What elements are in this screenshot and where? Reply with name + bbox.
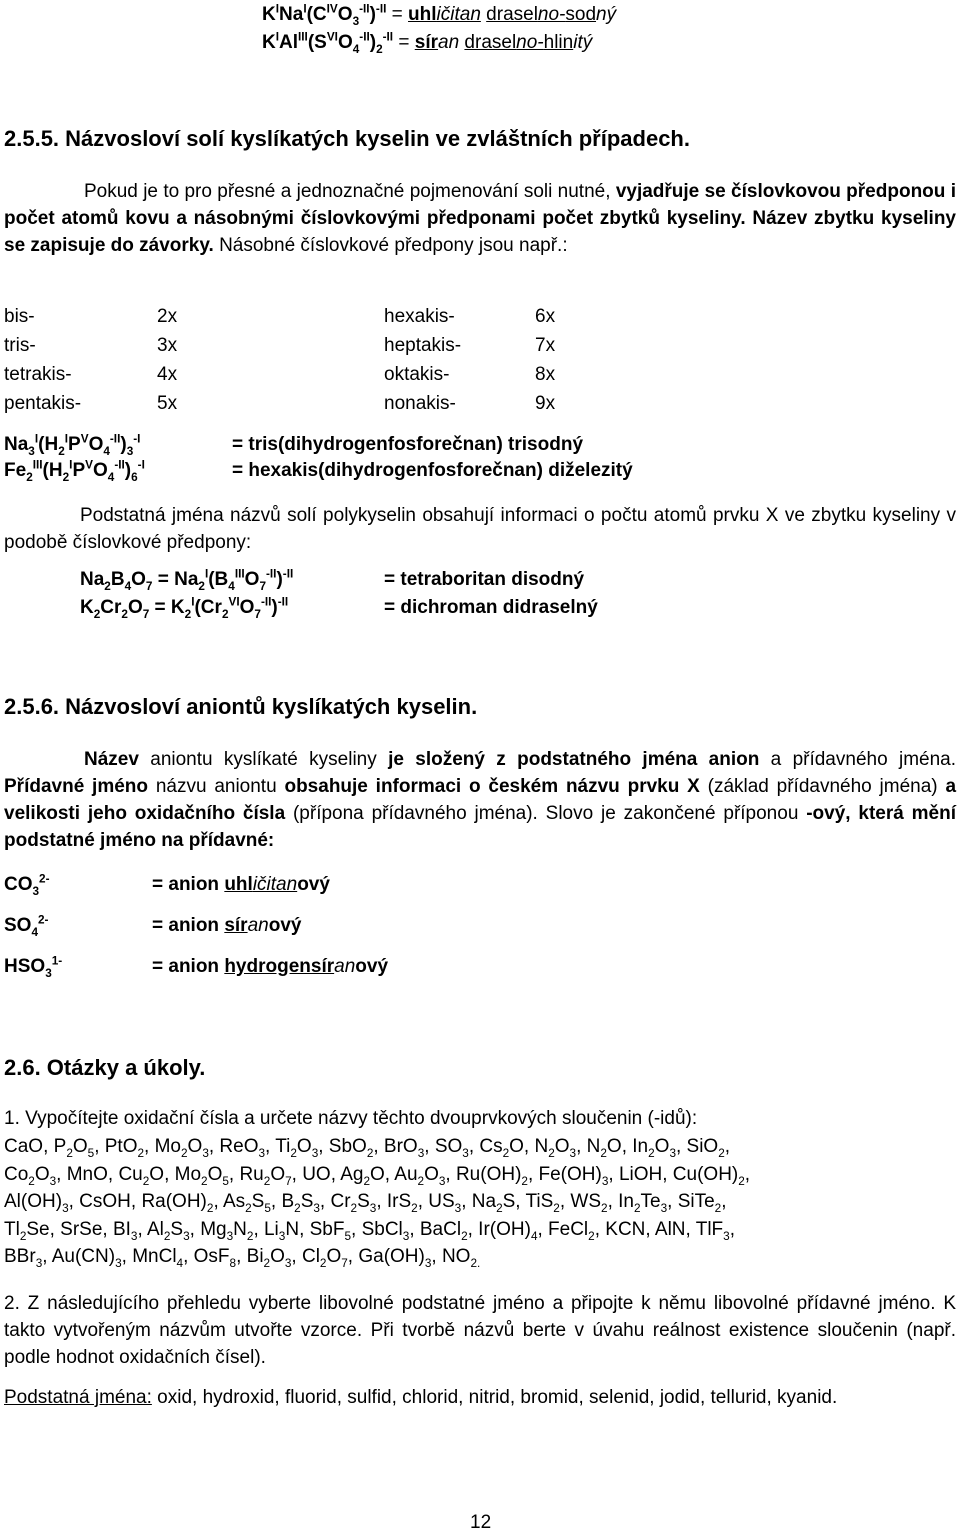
nouns-line: Podstatná jména: oxid, hydroxid, fluorid, sulfid, chlorid, nitrid, bromid, selenid, jodid, tellurid, kyanid. bbox=[4, 1387, 838, 1408]
paragraph-polyacid: Podstatná jména názvů solí polykyselin obsahují informaci o počtu atomů prvku X ve zbytku kyseliny v podobě číslovkové předpony: bbox=[4, 505, 956, 553]
page-number: 12 bbox=[470, 1512, 492, 1533]
multiplier-cell: 8x bbox=[535, 364, 556, 385]
paragraph-multiplier-prefixes: Pokud je to pro přesné a jednoznačné pojmenování soli nutné, vyjadřuje se číslovkovou předponou i počet atomů kovu a násobnými číslovkovými předponami počet zbytků kyseliny. Název zbytku kyseliny se zapisuje do závorky. Násobné číslovkové předpony jsou např.: bbox=[4, 181, 956, 256]
anion-name: = anion síranový bbox=[152, 915, 302, 936]
prefix-cell: oktakis- bbox=[384, 364, 450, 385]
section-heading-2-6: 2.6. Otázky a úkoly. bbox=[4, 1055, 206, 1080]
example-name-3: = tetraboritan disodný bbox=[384, 569, 585, 590]
example-name-2: = hexakis(dihydrogenfosforečnan) diželezitý bbox=[232, 460, 633, 481]
prefix-cell: pentakis- bbox=[4, 393, 82, 414]
anion-name: = anion hydrogensíranový bbox=[152, 956, 389, 977]
anion-formula: $HSO_3^{1-}$ bbox=[4, 954, 63, 980]
example-name-1: = tris(dihydrogenfosforečnan) trisodný bbox=[232, 434, 584, 455]
multiplier-cell: 3x bbox=[157, 335, 178, 356]
prefix-cell: hexakis- bbox=[384, 306, 455, 327]
example-formula-4: $K_2Cr_2O_7 = K_2^I(Cr_2^{VI}O_7^{-II})^{-II}$ bbox=[80, 595, 289, 621]
prefix-cell: heptakis- bbox=[384, 335, 462, 356]
multiplier-cell: 6x bbox=[535, 306, 556, 327]
prefix-cell: bis- bbox=[4, 306, 35, 327]
example-formula-1: $Na_3^I(H_2^IP^VO_4^{-II})_3^{-I}$ bbox=[4, 432, 141, 458]
multiplier-cell: 9x bbox=[535, 393, 556, 414]
anion-formula: $CO_3^{2-}$ bbox=[4, 872, 50, 898]
prefix-cell: nonakis- bbox=[384, 393, 456, 414]
example-formula-2: $Fe_2^{III}(H_2^IP^VO_4^{-II})_6^{-I}$ bbox=[4, 458, 145, 484]
multiplier-cell: 2x bbox=[157, 306, 178, 327]
top-formula-1: $K^INa^I(C^{IV}O_3^{-II})^{-II}$ = uhličitan draselno-sodný bbox=[262, 2, 617, 28]
section-heading-2-5-5: 2.5.5. Názvosloví solí kyslíkatých kyselin ve zvláštních případech. bbox=[4, 126, 690, 151]
top-formula-2: $K^IAl^{III}(S^{VI}O_4^{-II})_2^{-II}$ = síran draselno-hlinitý bbox=[262, 30, 593, 56]
anion-formula: $SO_4^{2-}$ bbox=[4, 913, 49, 939]
example-name-4: = dichroman didraselný bbox=[384, 597, 598, 618]
section-heading-2-5-6: 2.5.6. Názvosloví aniontů kyslíkatých kyselin. bbox=[4, 694, 478, 719]
multiplier-cell: 7x bbox=[535, 335, 556, 356]
prefix-cell: tris- bbox=[4, 335, 36, 356]
question-2: 2. Z následujícího přehledu vyberte libovolné podstatné jméno a připojte k němu libovolné přídavné jméno. K takto vytvořeným názvům utvořte vzorce. Při tvorbě názvů berte v úvahu reálnost existence sloučenin (např. podle hodnot oxidačních čísel). bbox=[4, 1293, 956, 1368]
prefix-cell: tetrakis- bbox=[4, 364, 72, 385]
question-1-title: 1. Vypočítejte oxidační čísla a určete názvy těchto dvouprvkových sloučenin (-idů): bbox=[4, 1108, 698, 1129]
anion-name: = anion uhličitanový bbox=[152, 874, 330, 895]
multiplier-cell: 5x bbox=[157, 393, 178, 414]
multiplier-cell: 4x bbox=[157, 364, 178, 385]
paragraph-anion-names: Název aniontu kyslíkaté kyseliny je složený z podstatného jména anion a přídavného jména. Přídavné jméno názvu aniontu obsahuje informaci o českém názvu prvku X (základ přídavného jména) a velikosti jeho oxidačního čísla (přípona přídavného jména). Slovo je zakončené příponou -ový, která mění podstatné jméno na přídavné: bbox=[4, 749, 957, 851]
compound-list: CaO, $P_2O_5$, PtO$_2$, $Mo_2O_3$, ReO$_3$, $Ti_2O_3$, SbO$_2$, BrO$_3$, $SO_3$, $Cs_2O$, $N_2O_3$, $N_2O$, $In_2O_3$, SiO$_2$, $Co_2O_3$, MnO, $Cu_2O$, $Mo_2O_5$, $Ru_2O_7$, UO, $Ag_2O$, $Au_2O_3$, $Ru(OH)_2$, $Fe(OH)_3$, LiOH, $Cu(OH)_2$, $Al(OH)_3$, CsOH, $Ra(OH)_2$, $As_2S_5$, $B_2S_3$, $Cr_2S_3$, IrS$_2$, $US_3$, $Na_2S$, TiS$_2$, $WS_2$, $In_2Te_3$, SiTe$_2$, $Tl_2Se$, SrSe, $BI_3$, $Al_2S_3$, $Mg_3N_2$, $Li_3N$, SbF$_5$, SbCl$_3$, BaCl$_2$, $Ir(OH)_4$, FeCl$_2$, KCN, AlN, TlF$_3$, BBr$_3$, $Au(CN)_3$, MnCl$_4$, OsF$_8$, $Bi_2O_3$, $Cl_2O_7$, $Ga(OH)_3$, $NO_{2.}$ bbox=[4, 1136, 751, 1270]
example-formula-3: $Na_2B_4O_7 = Na_2^I(B_4^{III}O_7^{-II})^{-II}$ bbox=[80, 567, 294, 593]
